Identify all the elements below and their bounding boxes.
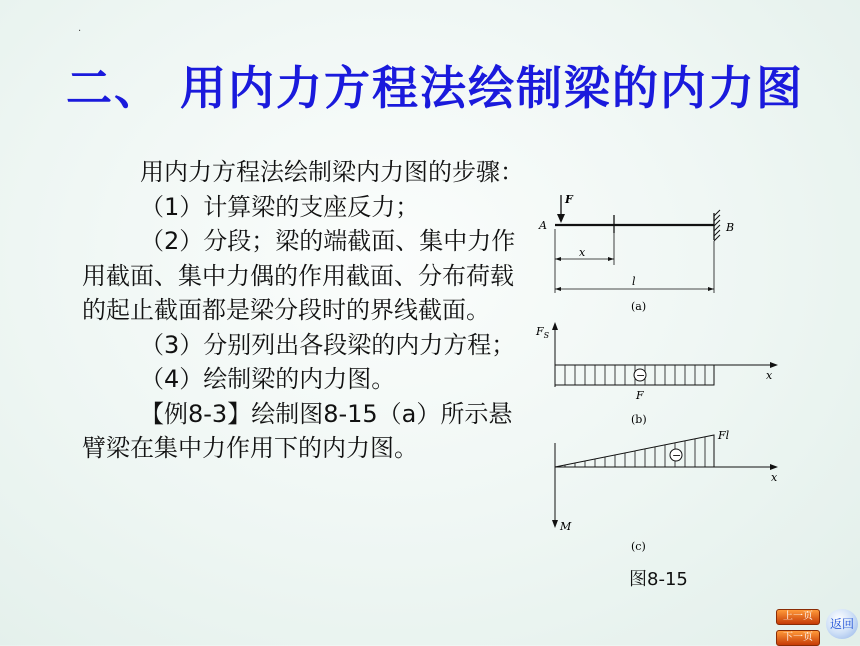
step-3: （3）分别列出各段梁的内力方程；: [140, 330, 516, 359]
shear-value-label: F: [636, 389, 644, 402]
figure-c-tag: (c): [631, 540, 646, 553]
figure-8-15: [530, 185, 790, 560]
force-label: F: [565, 193, 573, 206]
dimension-l-arrow-right: [708, 287, 714, 291]
dimension-x-label: x: [579, 246, 586, 259]
decor-dot: ·: [78, 26, 82, 37]
moment-sign: −: [672, 449, 682, 462]
dimension-l-arrow-left: [555, 287, 561, 291]
figure-a-tag: (a): [631, 300, 647, 313]
page-title: 二、 用内力方程法绘制梁的内力图: [66, 61, 805, 115]
dimension-x-arrow-right: [608, 257, 614, 261]
step-2: （2）分段；梁的端截面、集中力作用截面、集中力偶的作用截面、分布荷载的起止截面都是梁分段时的界线截面。: [82, 227, 516, 324]
figure-b-tag: (b): [631, 413, 647, 426]
m-axis-label: M: [560, 520, 572, 533]
step-1: （1）计算梁的支座反力；: [140, 192, 420, 221]
figure-a: [538, 193, 734, 313]
moment-triangle: [555, 435, 714, 467]
figure-caption: 图8-15: [629, 569, 688, 590]
moment-value-label: Fl: [718, 429, 730, 442]
back-button[interactable]: 返回: [826, 609, 858, 639]
next-page-button[interactable]: 下一页: [776, 630, 820, 646]
prev-page-button[interactable]: 上一页: [776, 609, 820, 625]
figure-c: [552, 429, 778, 553]
example-text: 【例8-3】绘制图8-15（a）所示悬臂梁在集中力作用下的内力图。: [82, 399, 513, 462]
dimension-x-arrow-left: [555, 257, 561, 261]
fs-x-label: x: [766, 369, 773, 382]
fs-x-axis-arrow: [770, 362, 778, 368]
body-text: [82, 155, 532, 466]
support-hatch: [714, 210, 720, 241]
figure-b: [535, 322, 778, 426]
intro-text: 用内力方程法绘制梁内力图的步骤：: [140, 158, 524, 186]
end-b-label: B: [726, 221, 735, 234]
step-4: （4）绘制梁的内力图。: [140, 365, 396, 393]
fs-axis-arrow: [552, 322, 558, 330]
fs-axis-label: $F_S$: [536, 325, 550, 340]
dimension-l-label: l: [632, 275, 636, 288]
end-a-label: A: [539, 219, 547, 232]
shear-sign: −: [636, 369, 646, 382]
m-x-axis-arrow: [770, 464, 778, 470]
force-arrowhead: [557, 214, 565, 223]
m-axis-arrow: [552, 520, 558, 528]
m-x-label: x: [771, 471, 778, 484]
